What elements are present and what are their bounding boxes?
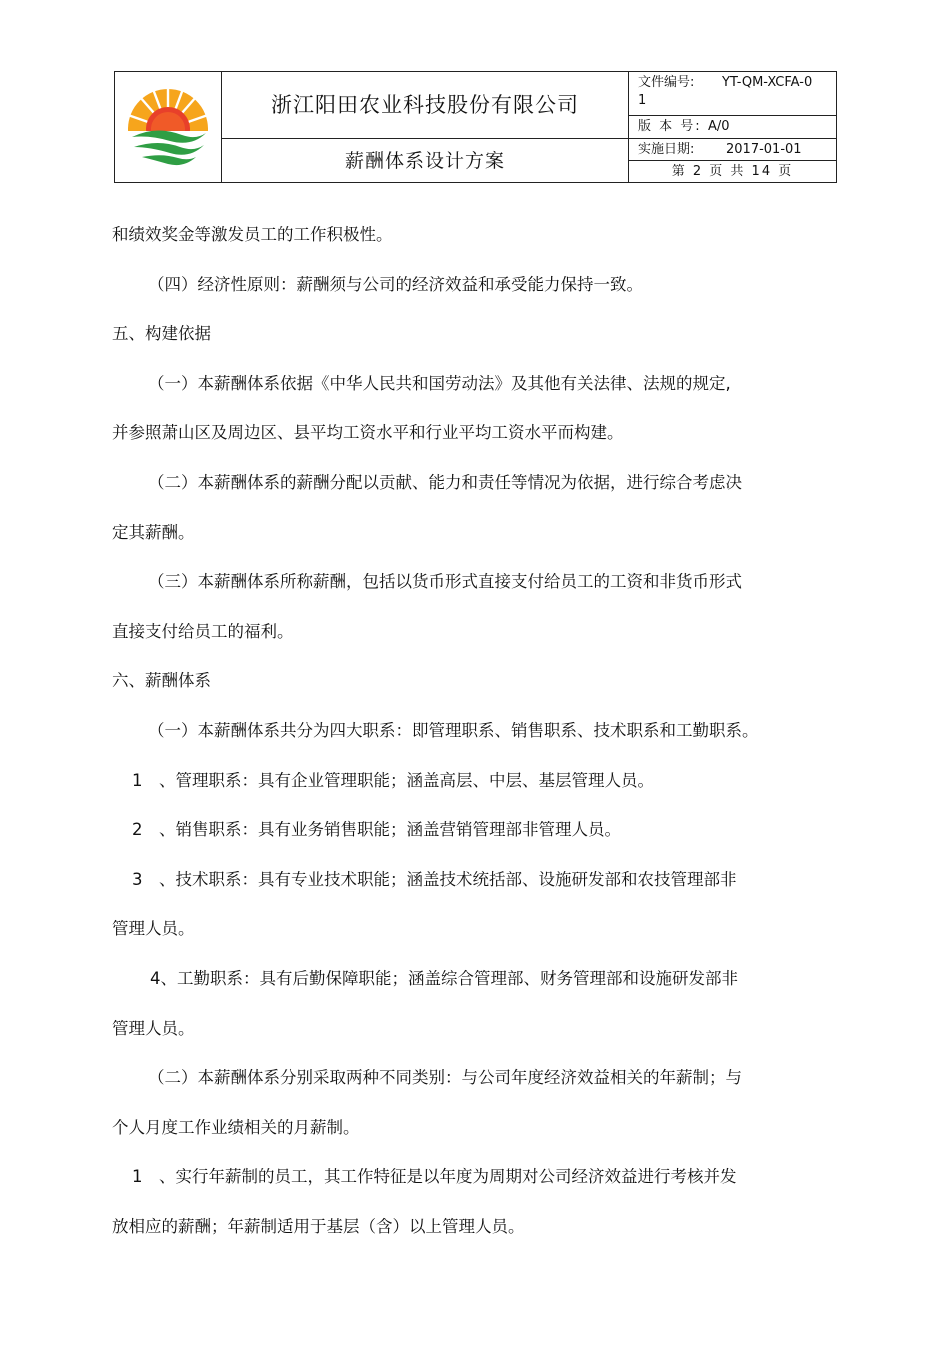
list-item: 4、工勤职系：具有后勤保障职能；涵盖综合管理部、财务管理部和设施研发部非 — [150, 968, 738, 988]
document-header-table — [114, 71, 837, 183]
body-line: 管理人员。 — [112, 1018, 195, 1038]
doc-number-label: 文件编号: — [638, 75, 695, 90]
date-value: 2017-01-01 — [726, 142, 802, 157]
document-title: 薪酬体系设计方案 — [344, 150, 505, 172]
date-label: 实施日期: — [638, 142, 695, 157]
body-line: （二）本薪酬体系分别采取两种不同类别：与公司年度经济效益相关的年薪制；与 — [148, 1068, 742, 1088]
document-meta — [629, 72, 836, 182]
version-label: 版 本 号: — [638, 119, 702, 134]
doc-number-row — [629, 72, 836, 116]
body-line: 个人月度工作业绩相关的月薪制。 — [112, 1117, 360, 1137]
body-line: 放相应的薪酬；年薪制适用于基层（含）以上管理人员。 — [112, 1216, 525, 1236]
body-line: （四）经济性原则：薪酬须与公司的经济效益和承受能力保持一致。 — [148, 274, 643, 294]
company-logo-icon — [126, 85, 210, 169]
body-line: （二）本薪酬体系的薪酬分配以贡献、能力和责任等情况为依据，进行综合考虑决 — [148, 472, 742, 492]
title-cell — [222, 72, 629, 182]
page-number: 第 2 页 共 14 页 — [671, 164, 794, 179]
doc-number-value: YT-QM-XCFA-0 — [722, 75, 813, 90]
document-body — [112, 210, 812, 1251]
company-name: 浙江阳田农业科技股份有限公司 — [222, 72, 628, 139]
logo-cell — [115, 72, 222, 182]
body-line: （三）本薪酬体系所称薪酬，包括以货币形式直接支付给员工的工资和非货币形式 — [148, 572, 742, 592]
body-line: 并参照萧山区及周边区、县平均工资水平和行业平均工资水平而构建。 — [112, 423, 624, 443]
list-item: 1 、实行年薪制的员工，其工作特征是以年度为周期对公司经济效益进行考核并发 — [132, 1167, 737, 1187]
list-item: 3 、技术职系：具有专业技术职能；涵盖技术统括部、设施研发部和农技管理部非 — [132, 869, 737, 889]
body-line: 直接支付给员工的福利。 — [112, 621, 294, 641]
list-item: 1 、管理职系：具有企业管理职能；涵盖高层、中层、基层管理人员。 — [132, 770, 654, 790]
version-row — [629, 116, 836, 139]
body-line: 管理人员。 — [112, 919, 195, 939]
body-line: （一）本薪酬体系共分为四大职系：即管理职系、销售职系、技术职系和工勤职系。 — [148, 720, 759, 740]
section-heading: 五、构建依据 — [112, 324, 211, 344]
body-line: 和绩效奖金等激发员工的工作积极性。 — [112, 225, 393, 244]
date-row — [629, 139, 836, 161]
body-line: （一）本薪酬体系依据《中华人民共和国劳动法》及其他有关法律、法规的规定, — [148, 373, 731, 393]
version-value: A/0 — [708, 119, 730, 134]
body-line: 定其薪酬。 — [112, 522, 195, 542]
list-item: 2 、销售职系：具有业务销售职能；涵盖营销管理部非管理人员。 — [132, 820, 621, 840]
doc-number-cont: 1 — [638, 93, 647, 108]
section-heading: 六、薪酬体系 — [112, 671, 211, 691]
